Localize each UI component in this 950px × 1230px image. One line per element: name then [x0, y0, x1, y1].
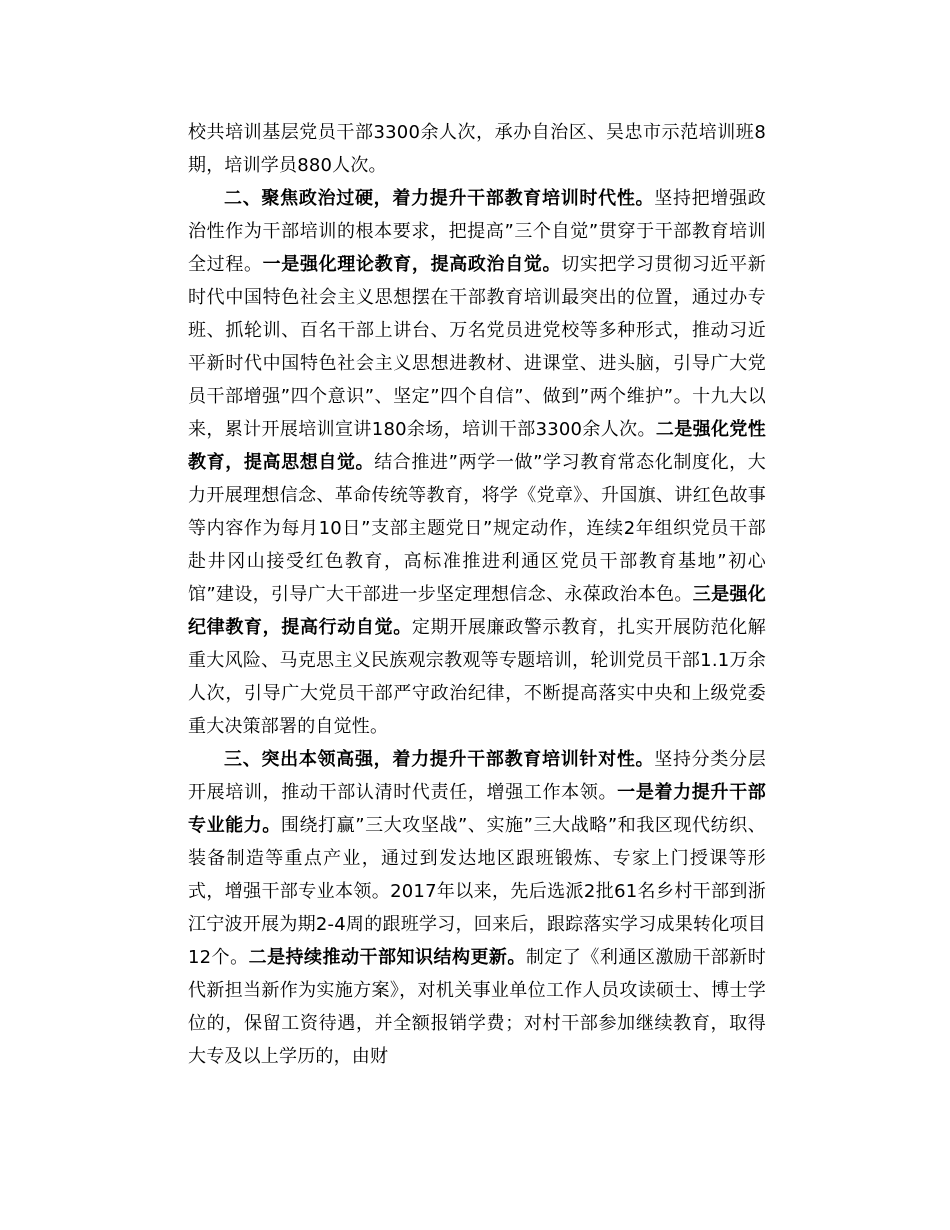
subheading-discipline-education: 三是强化纪律教育，提高行动自觉。	[188, 584, 766, 638]
paragraph-2	[188, 182, 766, 743]
paragraph-1	[188, 116, 766, 182]
paragraph-3	[188, 743, 766, 1073]
subheading-theory-education: 一是强化理论教育，提高政治自觉。	[262, 254, 562, 275]
paragraph-2-text-4: 定期开展廉政警示教育，扎实开展防范化解重大风险、马克思主义民族观宗教观等专题培训，轮训党员干部1.1万余人次，引导广大党员干部严守政治纪律，不断提高落实中央和上级党委重大决策部署的自觉性。	[188, 617, 766, 737]
paragraph-2-text-2: 切实把学习贯彻习近平新时代中国特色社会主义思想摆在干部教育培训最突出的位置，通过办专班、抓轮训、百名干部上讲台、万名党员进党校等多种形式，推动习近平新时代中国特色社会主义思想进教材、进课堂、进头脑，引导广大党员干部增强”四个意识”、坚定”四个自信”、做到”两个维护”。十九大以来，累计开展培训宣讲180余场，培训干部3300余人次。	[188, 254, 766, 440]
paragraph-3-text-1: 坚持分类分层开展培训，推动干部认清时代责任，增强工作本领。	[188, 749, 766, 803]
paragraph-3-text-3: 制定了《利通区激励干部新时代新担当新作为实施方案》，对机关事业单位工作人员攻读硕士、博士学位的，保留工资待遇，并全额报销学费；对村干部参加继续教育，取得大专及以上学历的，由财	[188, 947, 766, 1067]
subheading-knowledge-update: 二是持续推动干部知识结构更新。	[248, 947, 526, 968]
subheading-professional-ability: 一是着力提升干部专业能力。	[188, 782, 766, 836]
section-heading-three: 三、突出本领高强，着力提升干部教育培训针对性。	[224, 749, 655, 770]
section-heading-two: 二、聚焦政治过硬，着力提升干部教育培训时代性。	[224, 188, 655, 209]
paragraph-3-text-2: 围绕打赢”三大攻坚战”、实施”三大战略”和我区现代纺织、装备制造等重点产业，通过到发达地区跟班锻炼、专家上门授课等形式，增强干部专业本领。2017年以来，先后选派2批61名乡村干部到浙江宁波开展为期2-4周的跟班学习，回来后，跟踪落实学习成果转化项目12个。	[188, 815, 766, 968]
paragraph-2-text-1: 坚持把增强政治性作为干部培训的根本要求，把提高”三个自觉”贯穿于干部教育培训全过程。	[188, 188, 766, 275]
document-body	[188, 116, 766, 1073]
paragraph-1-text: 校共培训基层党员干部3300余人次，承办自治区、吴忠市示范培训班8期，培训学员880人次。	[188, 122, 766, 176]
paragraph-2-text-3: 结合推进”两学一做”学习教育常态化制度化，大力开展理想信念、革命传统等教育，将学《党章》、升国旗、讲红色故事等内容作为每月10日”支部主题党日”规定动作，连续2年组织党员干部赴井冈山接受红色教育，高标准推进利通区党员干部教育基地”初心馆”建设，引导广大干部进一步坚定理想信念、永葆政治本色。	[188, 452, 766, 605]
subheading-party-spirit-education: 二是强化党性教育，提高思想自觉。	[188, 419, 767, 473]
